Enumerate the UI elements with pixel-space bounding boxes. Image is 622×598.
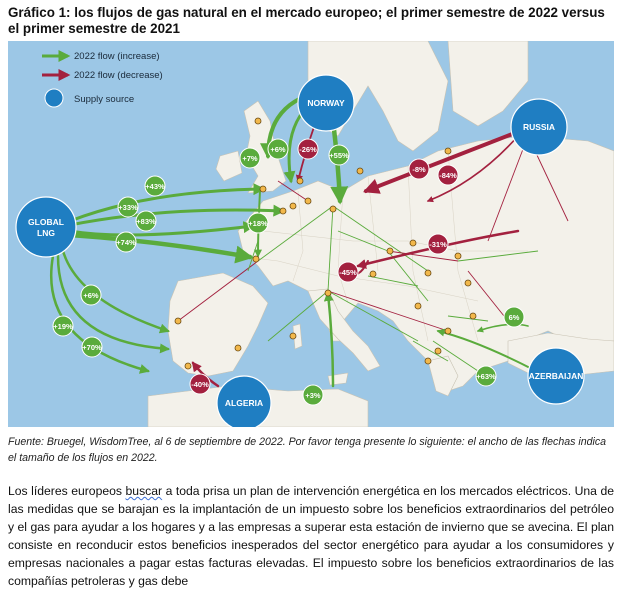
legend-source: [45, 89, 134, 107]
legend: [42, 51, 163, 107]
flow-badge-az-gr: [476, 366, 496, 386]
legend-decrease: [42, 70, 163, 81]
svg-text:+55%: +55%: [329, 151, 349, 160]
flow-badge-algeria-es: [190, 374, 210, 394]
svg-text:+7%: +7%: [242, 154, 258, 163]
svg-text:AZERBAIJAN: AZERBAIJAN: [528, 371, 584, 381]
flow-badge-fr-de: [248, 213, 268, 233]
gas-flow-map: [8, 41, 614, 427]
body-paragraph: [8, 482, 614, 590]
flow-badge-at-it: [338, 262, 358, 282]
flow-badge-tr-gr: [504, 307, 524, 327]
flow-badge-norway-de2: [298, 139, 318, 159]
flow-badge-lng-be: [145, 176, 165, 196]
svg-text:+74%: +74%: [116, 238, 136, 247]
svg-text:+6%: +6%: [270, 145, 286, 154]
flow-badge-ua-sk: [428, 234, 448, 254]
source-azerbaijan: [528, 348, 584, 404]
flow-badge-lng-es1: [81, 285, 101, 305]
svg-text:ALGERIA: ALGERIA: [224, 398, 264, 408]
source-global-lng: [16, 197, 76, 257]
paragraph-text-start: Los líderes europeos: [8, 484, 126, 498]
paragraph-text-rest: a toda prisa un plan de intervención energética en los mercados eléctricos. Una de las medidas que se barajan es la implantación de un impuesto sobre los beneficios extraordinarios del petróleo y el gas para ayudar a los hogares y a las empresas a superar esta estación de invierno que se avecina. El plan consiste en reconducir estos beneficios inesperados del sector energético para ayudar a los consumidores y empresas nacionales a pagar estas facturas elevadas. El impuesto sobre los beneficios extraordinarios de las compañías petroleras y gas debe: [8, 484, 615, 588]
figure-caption: Fuente: Bruegel, WisdomTree, al 6 de septiembre de 2022. Por favor tenga presente lo siguiente: el ancho de las flechas indica el tamaño de los flujos en 2022.: [8, 436, 607, 464]
svg-text:-26%: -26%: [299, 145, 317, 154]
svg-text:2022 flow (decrease): 2022 flow (decrease): [74, 70, 163, 81]
svg-text:-31%: -31%: [429, 240, 447, 249]
svg-text:+18%: +18%: [248, 219, 268, 228]
svg-text:2022 flow (increase): 2022 flow (increase): [74, 51, 160, 62]
svg-text:+70%: +70%: [82, 343, 102, 352]
svg-text:-40%: -40%: [191, 380, 209, 389]
source-norway: [298, 75, 354, 131]
map-svg: [8, 41, 614, 427]
source-russia: [511, 99, 567, 155]
flow-badge-algeria-it: [303, 385, 323, 405]
flow-badge-lng-es3: [82, 337, 102, 357]
flow-badge-russia-pl: [409, 159, 429, 179]
svg-text:+33%: +33%: [118, 203, 138, 212]
flow-badge-russia-baltic: [438, 165, 458, 185]
flow-badge-lng-fr2: [116, 232, 136, 252]
svg-text:-8%: -8%: [412, 165, 426, 174]
legend-increase: [42, 51, 160, 62]
svg-text:RUSSIA: RUSSIA: [522, 122, 556, 132]
flow-badge-uk: [240, 148, 260, 168]
flow-badge-norway-de3: [329, 145, 349, 165]
spellcheck-word: buscar: [125, 484, 163, 498]
svg-text:+83%: +83%: [136, 217, 156, 226]
svg-text:Supply source: Supply source: [74, 94, 135, 105]
svg-text:+6%: +6%: [83, 291, 99, 300]
svg-text:NORWAY: NORWAY: [307, 98, 345, 108]
svg-text:-84%: -84%: [439, 171, 457, 180]
flow-badge-lng-fr1: [136, 211, 156, 231]
figure-title: Gráfico 1: los flujos de gas natural en el mercado europeo; el primer semestre de 2022 versus el primer semestre de 2021: [8, 5, 605, 36]
svg-text:GLOBAL: GLOBAL: [28, 217, 64, 227]
svg-text:6%: 6%: [508, 313, 520, 322]
svg-text:-45%: -45%: [339, 268, 357, 277]
flow-badge-lng-es2: [53, 316, 73, 336]
svg-text:+63%: +63%: [476, 372, 496, 381]
flow-badge-lng-nl: [118, 197, 138, 217]
source-algeria: [217, 376, 271, 427]
svg-text:+19%: +19%: [53, 322, 73, 331]
svg-text:LNG: LNG: [37, 228, 55, 238]
flow-badge-norway-de1: [268, 139, 288, 159]
svg-text:+3%: +3%: [305, 391, 321, 400]
svg-text:+43%: +43%: [145, 182, 165, 191]
